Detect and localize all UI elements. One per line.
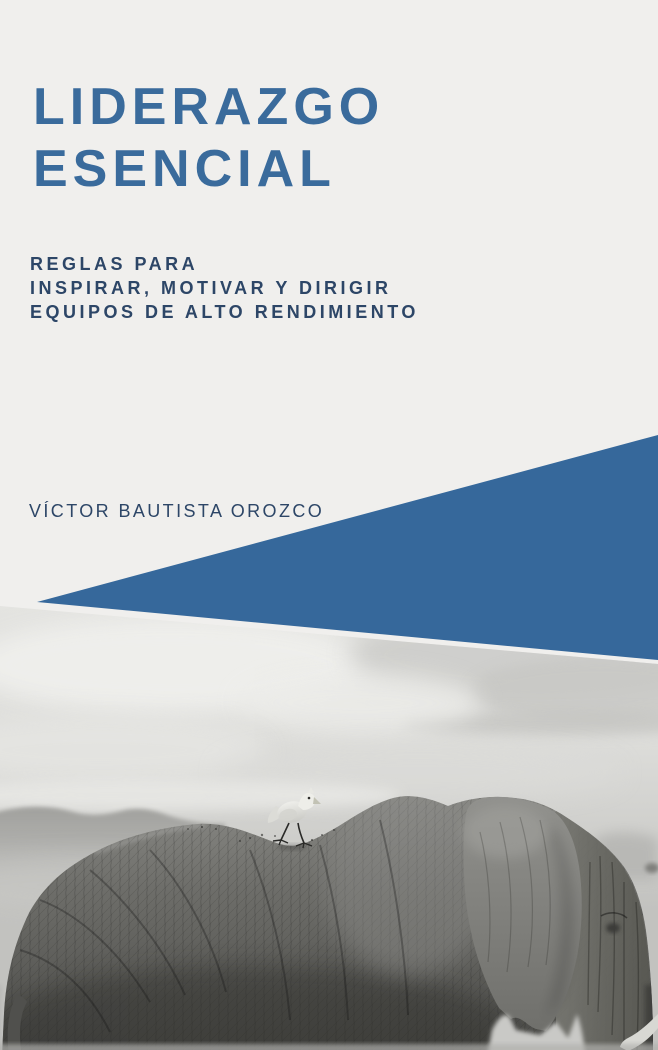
- author-name: VÍCTOR BAUTISTA OROZCO: [29, 501, 325, 521]
- book-subtitle-line2: INSPIRAR, MOTIVAR Y DIRIGIR: [30, 278, 392, 298]
- book-subtitle-line1: REGLAS PARA: [30, 254, 199, 274]
- book-title-line2: ESENCIAL: [33, 140, 336, 198]
- book-title: [33, 76, 384, 200]
- book-title-line1: LIDERAZGO: [33, 78, 385, 136]
- book-subtitle: [30, 252, 419, 324]
- book-subtitle-line3: EQUIPOS DE ALTO RENDIMIENTO: [30, 302, 419, 322]
